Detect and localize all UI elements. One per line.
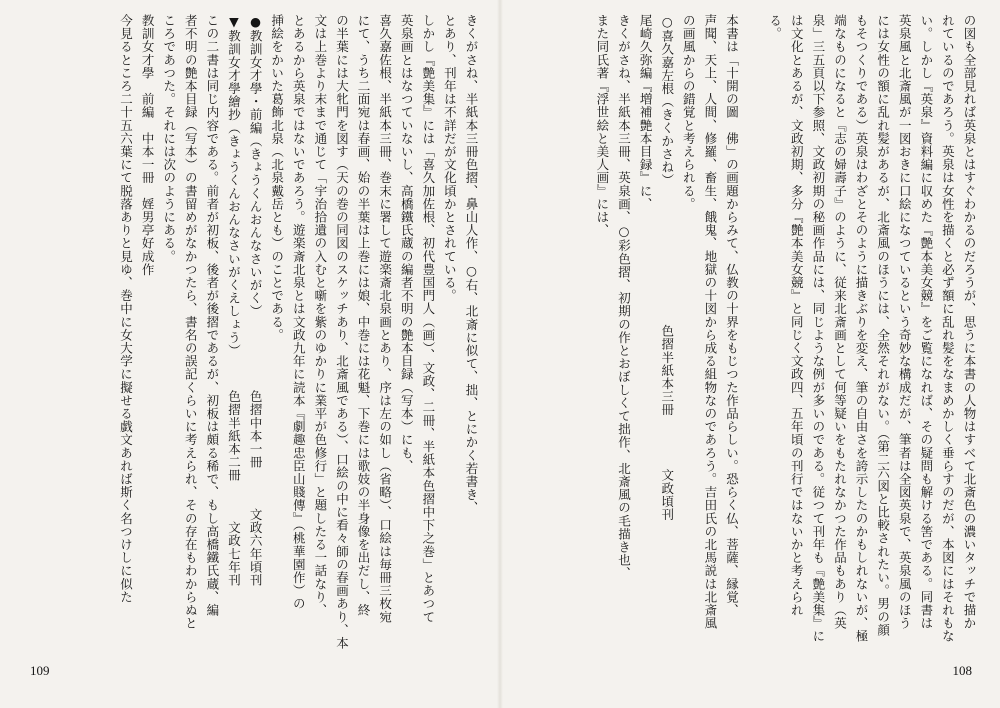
text-line: には女性の額に乱れ髪があるが、北斎風のほうには、全然それがない。（第二六図と比較されたい。男の顔 <box>875 14 891 637</box>
left-page-text <box>115 14 482 650</box>
text-line: の図も全部見れば英泉とはすぐわかるのだろうが、思うに本書の人物はすべて北斎色の濃いタッチで描か <box>962 14 977 630</box>
text-line: とあるから英泉ではないであろう。遊楽斎北泉とは文政九年に読本『劇趣忠臣山賤傳』（桃華園作）の <box>291 14 307 611</box>
right-page <box>500 0 1000 708</box>
text-line: きくがさね、半紙本三冊、英泉画、○彩色摺、初期の作とおぼしくて拙作、北斎風の毛描き也、 <box>616 14 632 580</box>
text-line: 英泉風と北斎風が一図おきに口絵になつているという奇妙な構成だが、筆者は全図英泉で、英泉風のほう <box>897 14 913 630</box>
text-line <box>742 14 764 642</box>
text-line: ●教訓女才學・前編（きょうくんおんなさいがく） 色摺中本一冊 文政六年頃刊 <box>248 14 264 587</box>
text-line: とあり、刊年は不詳だが文化頃かとされている。 <box>442 14 458 303</box>
text-line: 今見るところ二十五六葉にて脱落ありと見ゆ、巻中に女大学に擬せる戯文あれば斯く名つけしに似た <box>118 14 134 604</box>
text-line: 本書は「十開の圖 佛」の画題からみて、仏教の十界をもじつた作品らしい。恐らく仏、菩薩、縁覚、 <box>724 14 740 617</box>
text-line: 端なものになると『志の婦壽子』のように、従来北斎画として何等疑いをもたれなかつた作品もあり（英 <box>832 14 848 630</box>
text-line: もそつくりである）英泉はわざとそのように描きぶりを変え、筆の自由さを誇示したのかもしれないが、極 <box>854 14 870 643</box>
text-line: 文は上巻より末まで通じて「宇治拾遺の入むと噺を紫のゆかりに業平が色修行」と題したる一話なり、 <box>312 14 328 617</box>
text-line: 英泉画とはなつていないし、高橋鐵氏蔵の編者不明の艶本目録（写本）にも、 <box>399 14 415 473</box>
text-line: 声聞、天上、人間、修羅、畜生、餓鬼、地獄の十図から成る組物なのであろう。吉田氏の北馬説は北斎風 <box>702 14 718 630</box>
text-line: この二書は同じ内容である。前者が初板、後者が後摺であるが、初板は頗る稀で、もし高橋鐵氏蔵、編 <box>204 14 220 617</box>
text-line: ○喜久嘉左根（きくかさね） 色摺半紙本三冊 文政頃刊 <box>659 14 675 522</box>
text-line: しかし『艶美集』には「喜久加佐根、初代豊国門人（画）、文政、二冊、半紙本色摺中下之巻」とあつて <box>420 14 436 624</box>
page-number-right: 108 <box>952 663 972 678</box>
text-line: る。 <box>767 14 783 41</box>
text-line: きくがさね、半紙本三冊色摺、鼻山人作、○右、北斎に似て、拙、とにかく若書き、 <box>464 14 479 515</box>
text-line: にて、うち二面宛は春画、始の半葉は上巻には娘、中巻には花魁、下巻には歌妓の半身像を出だし、終 <box>356 14 372 617</box>
text-line: の画風からの錯覚と考えられる。 <box>681 14 697 211</box>
text-line: れているのであろう。英泉は女性を描くと必ず額に乱れ髪をなまめかしく垂らすのだが、本図にはそれもな <box>940 14 956 643</box>
text-line: の半葉には大牝門を図す（天の巻の同図のスケッチあり、北斎風である）、口絵の中に看々師の春画あり、本 <box>334 14 350 650</box>
text-line: ころであつた。それには次のようにある。 <box>161 14 177 263</box>
text-line: 泉」三五頁以下参照、文政初期の秘画作品には、同じような例が多いのである。従つて刊年も『艶美集』に <box>810 14 826 643</box>
right-page-text <box>591 14 980 642</box>
text-line: 教訓女才學 前編 中本一冊 婬男亭好成作 <box>140 14 156 276</box>
text-line: 尾崎久弥編『増補艶本目録』に、 <box>638 14 654 211</box>
text-line: い。しかし『英泉』資料編に収めた『艶本美女競』をご覧になれば、その疑問も解ける筈である。同書は <box>918 14 934 630</box>
text-line: 者不明の艶本目録（写本）の書留めがなかつたら、書名の誤記くらいに考えられ、その存在もわからぬと <box>183 14 199 630</box>
text-line: また同氏著『浮世絵と美人画』には、 <box>594 14 610 237</box>
text-line: ▼教訓女才學繪抄（きょうくんおんなさいがくえしょう） 色摺半紙本二冊 文政七年刊 <box>226 14 242 587</box>
text-line: 挿絵をかいた葛飾北泉（北泉戴岳とも）のことである。 <box>269 14 285 342</box>
page-number-left: 109 <box>30 663 50 678</box>
text-line: 喜久嘉佐根、半紙本三冊、巻末に署して遊楽斎北泉画とあり、序は左の如し（省略）、口絵は毎冊三枚宛 <box>377 14 393 624</box>
text-line: は文化とあるが、文政初期、多分『艶本美女競』と同じく文政四、五年頃の刊行ではないかと考えられ <box>789 14 805 617</box>
